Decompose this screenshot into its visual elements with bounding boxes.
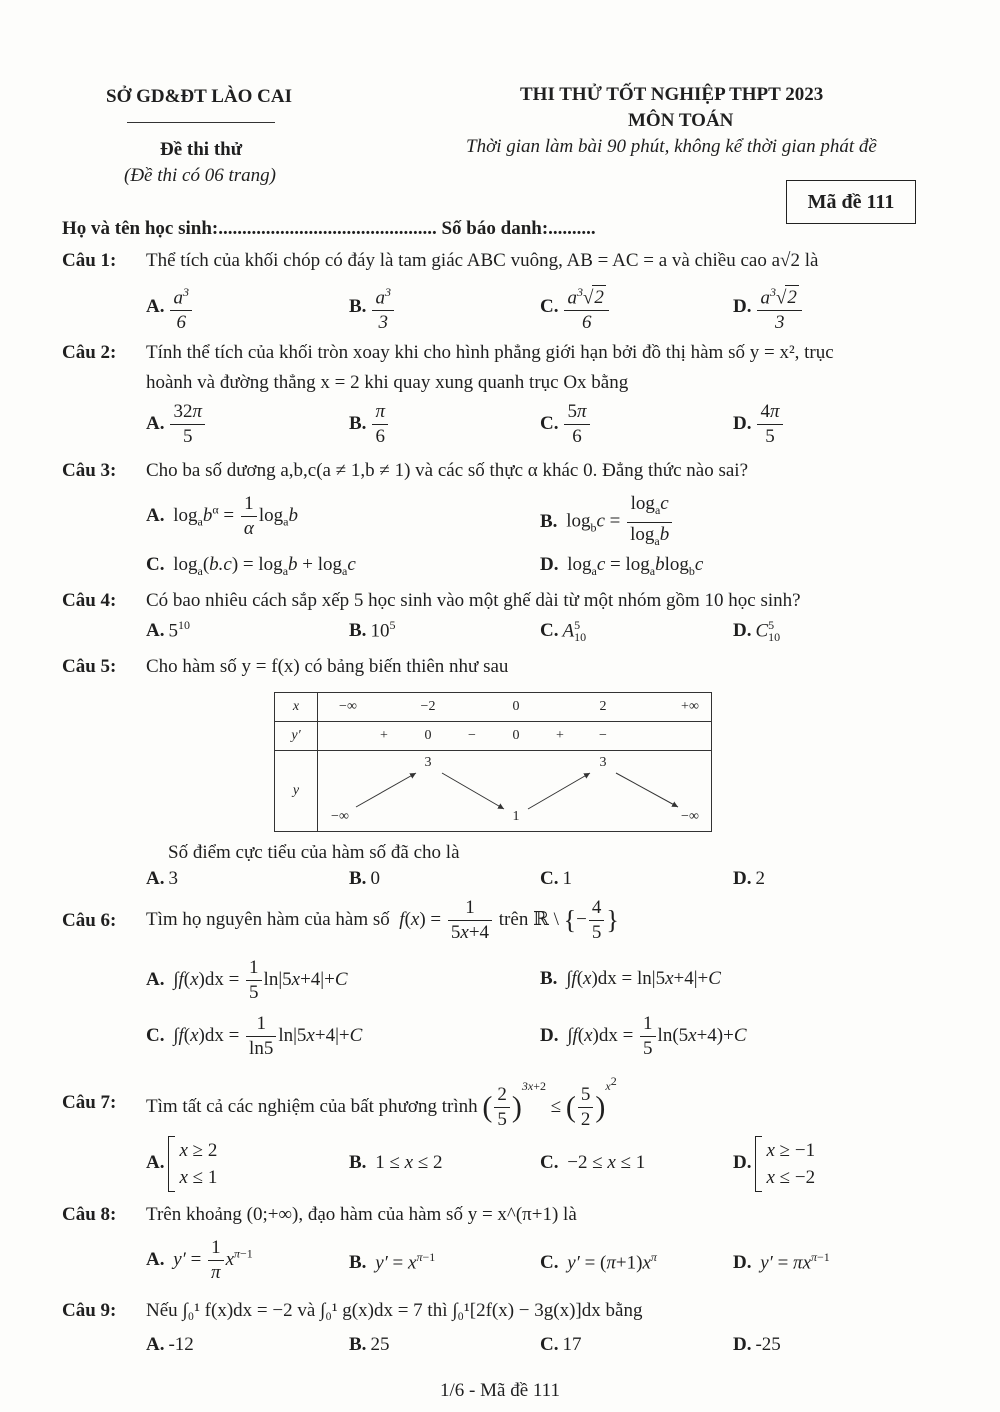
q7-option-b: B. 1 ≤ x ≤ 2 [349, 1152, 443, 1173]
q3-option-d: D. $\log_ac = \log_ablog_bc$ [540, 554, 704, 578]
bbt-x-value: +∞ [681, 699, 699, 714]
exam-code: Mã đề 111 [807, 190, 895, 213]
bbt-y-label: y [275, 751, 318, 832]
q2-label: Câu 2: [62, 342, 117, 363]
q8-option-c: C. $y' = (\pi+1)x^\pi$ [540, 1250, 657, 1274]
q5-option-a-value: 3 [168, 868, 178, 889]
q5-subtext: Số điểm cực tiểu của hàm số đã cho là [168, 842, 460, 863]
bbt-x-value: 2 [599, 699, 607, 714]
q9-option-a: A. -12 [146, 1334, 194, 1355]
q8-text: Trên khoảng (0;+∞), đạo hàm của hàm số y = x^(π+1) là [146, 1204, 577, 1225]
q2-option-d: D. $\frac{4\pi}{5}$ [733, 400, 785, 449]
bbt-yp-sign: − [468, 728, 476, 743]
q8-option-d: D. $y' = \pi x^{\pi-1}$ [733, 1250, 830, 1274]
q6-option-c: C. ∫f(x)dx = $\frac{1}{\ln 5}$ ln|5x+4|+C [146, 1013, 363, 1059]
q1-option-d: D. $\frac{a^3√2}{3}$ [733, 280, 804, 335]
q4-option-b: B. $10^5$ [349, 618, 396, 642]
q3-option-b: B. $\log_bc$ = $\frac{\log_ac}{\log_ab}$ [540, 492, 674, 553]
q6-option-b: B. ∫f(x)dx = ln|5x+4|+C [540, 968, 721, 989]
q2-text-line1: Tính thể tích của khối tròn xoay khi cho hình phẳng giới hạn bởi đồ thị hàm số y = x², trục [146, 342, 834, 363]
q1-label: Câu 1: [62, 250, 117, 271]
bbt-x-value: −2 [420, 699, 436, 714]
q9-text: Nếu ∫₀¹ f(x)dx = −2 và ∫₀¹ g(x)dx = 7 thì ∫₀¹[2f(x) − 3g(x)]dx bằng [146, 1300, 643, 1321]
bbt-x-label: x [275, 693, 318, 722]
q5-option-c-value: 1 [562, 868, 572, 889]
org-underline [127, 122, 275, 123]
q3-text: Cho ba số dương a,b,c(a ≠ 1,b ≠ 1) và các số thực α khác 0. Đẳng thức nào sai? [146, 460, 748, 481]
q3-option-c: C. $\log_a(b.c) = \log_ab + \log_ac$ [146, 554, 356, 578]
bbt-arrows [318, 751, 713, 831]
org-name: SỞ GD&ĐT LÀO CAI [106, 86, 292, 107]
q7-option-a: A.x ≥ 2 x ≤ 1 [146, 1136, 217, 1192]
q1-option-a: A. $\frac{a^3}{6}$ [146, 280, 194, 335]
exam-type: Đề thi thử [160, 139, 243, 160]
q6-option-a: A. ∫f(x)dx = $\frac{1}{5}$ ln|5x+4|+C [146, 957, 348, 1003]
q5-text: Cho hàm số y = f(x) có bảng biến thiên như sau [146, 656, 509, 677]
q7-option-c: C. −2 ≤ x ≤ 1 [540, 1152, 646, 1173]
q5-label: Câu 5: [62, 656, 117, 677]
bbt-y-value: 1 [512, 809, 520, 824]
bbt-yp-sign: − [599, 728, 607, 743]
q7-option-d: D.x ≥ −1 x ≤ −2 [733, 1136, 815, 1192]
q8-option-a: A. y′ = $\frac{1}{\pi}$ $x^{\pi-1}$ [146, 1237, 253, 1283]
q9-option-a-value: -12 [168, 1334, 194, 1355]
q9-option-d: D. -25 [733, 1334, 781, 1355]
bbt-y-value: 3 [424, 755, 432, 770]
bbt-yp-sign: + [380, 728, 388, 743]
subject-title: MÔN TOÁN [628, 110, 734, 131]
student-info-line: Họ và tên học sinh:.............................................. Số báo danh:.......... [62, 218, 596, 239]
q4-text: Có bao nhiêu cách sắp xếp 5 học sinh vào một ghế dài từ một nhóm gồm 10 học sinh? [146, 590, 801, 611]
q5-option-d-value: 2 [755, 868, 765, 889]
q5-option-b: B. 0 [349, 868, 380, 889]
page-count: (Đề thi có 06 trang) [124, 165, 276, 186]
q9-option-c-value: 17 [562, 1334, 582, 1355]
q2-text-line2: hoành và đường thẳng x = 2 khi quay xung quanh trục Ox bằng [146, 372, 629, 393]
exam-title: THI THỬ TỐT NGHIỆP THPT 2023 [520, 84, 824, 105]
q9-option-d-value: -25 [755, 1334, 781, 1355]
q3-label: Câu 3: [62, 460, 117, 481]
q5-option-d: D. 2 [733, 868, 765, 889]
q2-option-b: B. $\frac{\pi}{6}$ [349, 400, 390, 449]
q4-option-c: C. $A^5_{10}$ [540, 618, 587, 645]
q6-text: Tìm họ nguyên hàm của hàm số f(x) = $\frac{1}{5x+4}$ trên ℝ \ {− $\frac{4}{5}$ } [146, 897, 619, 943]
q1-option-c: C. $\frac{a^3√2}{6}$ [540, 280, 611, 335]
q5-option-a: A. 3 [146, 868, 178, 889]
q2-option-a: A. $\frac{32\pi}{5}$ [146, 400, 207, 449]
q4-option-a: A. $5^{10}$ [146, 618, 190, 642]
bbt-x-value: 0 [512, 699, 520, 714]
q9-option-b-value: 25 [370, 1334, 390, 1355]
variation-table [274, 692, 712, 832]
bbt-yp-value: 0 [424, 728, 432, 743]
q1-text: Thể tích của khối chóp có đáy là tam giác ABC vuông, AB = AC = a và chiều cao a√2 là [146, 250, 819, 271]
q3-option-a: A. $\log_ab^\alpha$ = $\frac{1}{\alpha}$ $\log_ab$ [146, 493, 298, 539]
q9-label: Câu 9: [62, 1300, 117, 1321]
bbt-yp-sign: + [556, 728, 564, 743]
exam-code-box [786, 180, 916, 224]
q4-option-d: D. $C^5_{10}$ [733, 618, 781, 645]
q5-option-b-value: 0 [370, 868, 380, 889]
bbt-y-value: −∞ [331, 809, 349, 824]
q2-option-c: C. $\frac{5\pi}{6}$ [540, 400, 592, 449]
q5-option-c: C. 1 [540, 868, 572, 889]
page-footer: 1/6 - Mã đề 111 [440, 1380, 560, 1401]
bbt-y-value: −∞ [681, 809, 699, 824]
q7-label: Câu 7: [62, 1092, 117, 1113]
bbt-x-value: −∞ [339, 699, 357, 714]
q6-option-d: D. ∫f(x)dx = $\frac{1}{5}$ ln(5x+4)+C [540, 1013, 747, 1059]
q8-label: Câu 8: [62, 1204, 117, 1225]
exam-duration: Thời gian làm bài 90 phút, không kể thời gian phát đề [466, 136, 877, 157]
q4-label: Câu 4: [62, 590, 117, 611]
bbt-y-value: 3 [599, 755, 607, 770]
bbt-yp-label: y′ [275, 722, 318, 751]
q8-option-b: B. $y' = x^{\pi-1}$ [349, 1250, 436, 1274]
q9-option-c: C. 17 [540, 1334, 582, 1355]
q6-label: Câu 6: [62, 910, 117, 931]
q9-option-b: B. 25 [349, 1334, 390, 1355]
q1-option-b: B. $\frac{a^3}{3}$ [349, 280, 396, 335]
bbt-yp-value: 0 [512, 728, 520, 743]
q7-text: Tìm tất cả các nghiệm của bất phương trình ( $\frac{2}{5}$ )$^{3x+2}$ ≤ ( $\frac{5}{2}$ )$^{x^2}$ [146, 1074, 617, 1131]
